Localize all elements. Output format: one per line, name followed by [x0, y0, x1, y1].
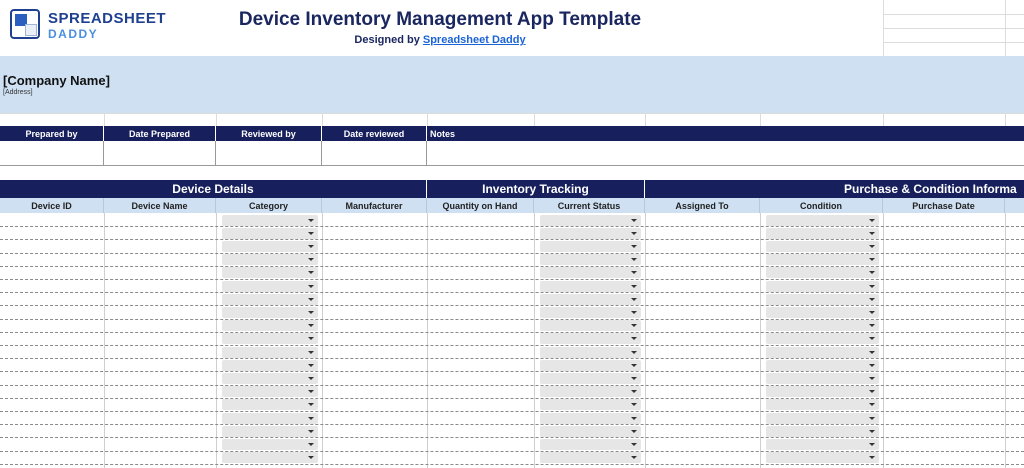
date-reviewed-cell[interactable] [322, 141, 427, 166]
current-status-dropdown[interactable] [540, 307, 641, 318]
date-reviewed-header: Date reviewed [322, 126, 427, 141]
current-status-dropdown[interactable] [540, 215, 641, 226]
spreadsheet-daddy-link[interactable]: Spreadsheet Daddy [422, 34, 526, 46]
column-header-purchase-date: Purchase Date [883, 198, 1005, 213]
table-row [0, 464, 1024, 465]
grid-column-line [104, 213, 105, 468]
column-header-device-id: Device ID [0, 198, 104, 213]
category-dropdown[interactable] [222, 386, 318, 397]
grid-line [883, 42, 1024, 43]
grid-line [883, 28, 1024, 29]
grid-column-line [534, 213, 535, 468]
category-dropdown[interactable] [222, 426, 318, 437]
category-dropdown[interactable] [222, 320, 318, 331]
table-row [0, 292, 1024, 293]
current-status-dropdown[interactable] [540, 228, 641, 239]
company-name-field[interactable]: [Company Name] [3, 73, 110, 88]
brand-name: SPREADSHEET [48, 10, 167, 27]
reviewed-by-header: Reviewed by [216, 126, 322, 141]
grid-column-line [883, 213, 884, 468]
condition-dropdown[interactable] [766, 360, 879, 371]
current-status-dropdown[interactable] [540, 281, 641, 292]
category-dropdown[interactable] [222, 360, 318, 371]
grid-line [534, 113, 535, 126]
date-prepared-cell[interactable] [104, 141, 216, 166]
grid-line [322, 113, 323, 126]
table-row [0, 424, 1024, 425]
prepared-by-header: Prepared by [0, 126, 104, 141]
grid-column-line [645, 213, 646, 468]
category-dropdown[interactable] [222, 254, 318, 265]
current-status-dropdown[interactable] [540, 413, 641, 424]
column-header-device-name: Device Name [104, 198, 216, 213]
category-dropdown[interactable] [222, 307, 318, 318]
category-dropdown[interactable] [222, 452, 318, 463]
column-header-category: Category [216, 198, 322, 213]
grid-column-line [216, 213, 217, 468]
grid-line [427, 113, 428, 126]
current-status-dropdown[interactable] [540, 320, 641, 331]
condition-dropdown[interactable] [766, 426, 879, 437]
current-status-dropdown[interactable] [540, 439, 641, 450]
condition-dropdown[interactable] [766, 373, 879, 384]
table-row [0, 279, 1024, 280]
condition-dropdown[interactable] [766, 386, 879, 397]
grid-column-line [1005, 213, 1006, 468]
condition-dropdown[interactable] [766, 307, 879, 318]
table-row [0, 411, 1024, 412]
current-status-dropdown[interactable] [540, 347, 641, 358]
column-header-overflow [1005, 198, 1024, 213]
section-device-details: Device Details [0, 180, 427, 198]
condition-dropdown[interactable] [766, 254, 879, 265]
grid-line [216, 113, 217, 126]
table-row [0, 358, 1024, 359]
table-row [0, 345, 1024, 346]
category-dropdown[interactable] [222, 333, 318, 344]
brand-name-secondary: DADDY [48, 27, 99, 41]
column-header-manufacturer: Manufacturer [322, 198, 427, 213]
category-dropdown[interactable] [222, 399, 318, 410]
grid-column-line [322, 213, 323, 468]
section-inventory-tracking: Inventory Tracking [427, 180, 645, 198]
category-dropdown[interactable] [222, 294, 318, 305]
condition-dropdown[interactable] [766, 399, 879, 410]
grid-line [104, 113, 105, 126]
grid-line [1005, 113, 1006, 126]
condition-dropdown[interactable] [766, 347, 879, 358]
prepared-by-cell[interactable] [0, 141, 104, 166]
current-status-dropdown[interactable] [540, 241, 641, 252]
grid-line [760, 113, 761, 126]
spreadsheet-daddy-logo-icon [10, 9, 40, 39]
grid-column-line [427, 213, 428, 468]
condition-dropdown[interactable] [766, 413, 879, 424]
category-dropdown[interactable] [222, 215, 318, 226]
current-status-dropdown[interactable] [540, 426, 641, 437]
current-status-dropdown[interactable] [540, 360, 641, 371]
page-subtitle [150, 34, 730, 46]
category-dropdown[interactable] [222, 241, 318, 252]
condition-dropdown[interactable] [766, 228, 879, 239]
table-row [0, 371, 1024, 372]
condition-dropdown[interactable] [766, 439, 879, 450]
category-dropdown[interactable] [222, 267, 318, 278]
section-purchase-condition: Purchase & Condition Informa [645, 180, 1024, 198]
current-status-dropdown[interactable] [540, 386, 641, 397]
column-header-assigned-to: Assigned To [645, 198, 760, 213]
current-status-dropdown[interactable] [540, 294, 641, 305]
condition-dropdown[interactable] [766, 241, 879, 252]
current-status-dropdown[interactable] [540, 373, 641, 384]
condition-dropdown[interactable] [766, 281, 879, 292]
grid-line [645, 113, 646, 126]
grid-line [883, 14, 1024, 15]
condition-dropdown[interactable] [766, 267, 879, 278]
current-status-dropdown[interactable] [540, 333, 641, 344]
grid-line [0, 113, 1024, 114]
grid-column-line [760, 213, 761, 468]
category-dropdown[interactable] [222, 281, 318, 292]
current-status-dropdown[interactable] [540, 254, 641, 265]
table-row [0, 305, 1024, 306]
condition-dropdown[interactable] [766, 452, 879, 463]
subtitle-prefix: Designed by [354, 34, 423, 46]
category-dropdown[interactable] [222, 373, 318, 384]
grid-line [883, 113, 884, 126]
reviewed-by-cell[interactable] [216, 141, 322, 166]
column-header-current-status: Current Status [534, 198, 645, 213]
category-dropdown[interactable] [222, 347, 318, 358]
condition-dropdown[interactable] [766, 294, 879, 305]
notes-cell[interactable] [427, 141, 1024, 166]
condition-dropdown[interactable] [766, 333, 879, 344]
column-header-condition: Condition [760, 198, 883, 213]
company-info-band [0, 56, 1024, 113]
current-status-dropdown[interactable] [540, 399, 641, 410]
table-row [0, 226, 1024, 227]
current-status-dropdown[interactable] [540, 267, 641, 278]
date-prepared-header: Date Prepared [104, 126, 216, 141]
table-row [0, 437, 1024, 438]
table-row [0, 239, 1024, 240]
column-header-quantity-on-hand: Quantity on Hand [427, 198, 534, 213]
category-dropdown[interactable] [222, 413, 318, 424]
company-address-field[interactable]: [Address] [3, 89, 33, 96]
category-dropdown[interactable] [222, 228, 318, 239]
current-status-dropdown[interactable] [540, 452, 641, 463]
notes-header: Notes [427, 126, 1024, 141]
condition-dropdown[interactable] [766, 215, 879, 226]
page-title: Device Inventory Management App Template [238, 9, 642, 30]
condition-dropdown[interactable] [766, 320, 879, 331]
category-dropdown[interactable] [222, 439, 318, 450]
